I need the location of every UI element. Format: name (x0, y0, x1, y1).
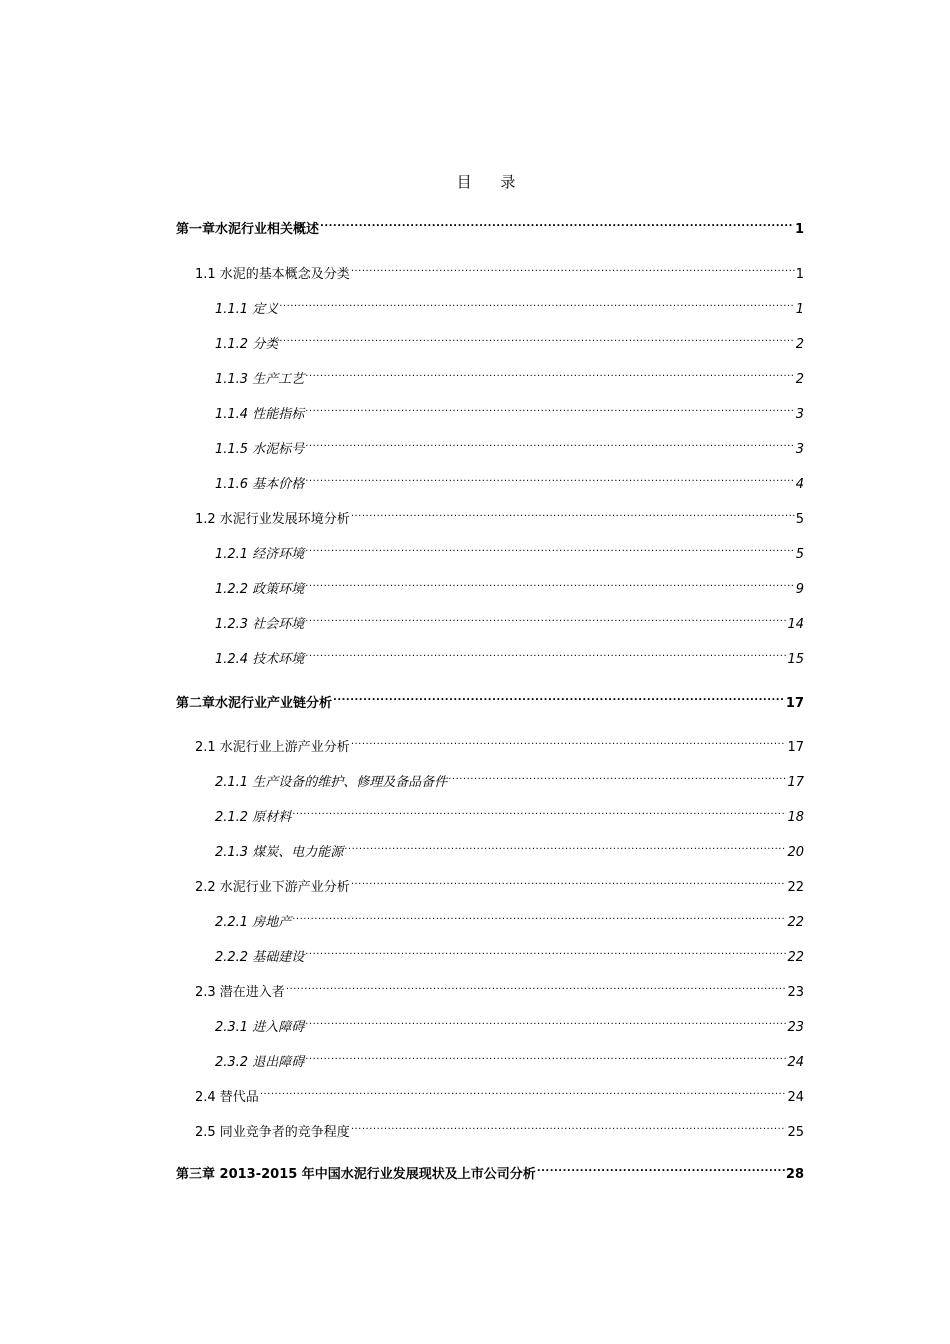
toc-entry-title: 1.1.4 性能指标 (215, 407, 305, 422)
toc-entry-title: 2.1.1 生产设备的维护、修理及备品备件 (215, 775, 448, 790)
toc-entry[interactable] (215, 538, 804, 562)
toc-entry[interactable] (215, 468, 804, 492)
toc-dot-leader (305, 433, 795, 453)
toc-dot-leader (448, 766, 786, 786)
toc-entry-page-number: 14 (787, 617, 804, 632)
toc-entry-title: 2.4 替代品 (195, 1090, 259, 1105)
toc-entry-page-number: 22 (787, 915, 804, 930)
toc-entry-title: 1.2.3 社会环境 (215, 617, 305, 632)
toc-entry[interactable] (215, 766, 804, 790)
toc-entry-page-number: 22 (787, 880, 804, 895)
toc-entry-page-number: 18 (787, 810, 804, 825)
toc-dot-leader (305, 398, 795, 418)
toc-dot-leader (305, 608, 786, 628)
toc-entry-title: 第三章 2013-2015 年中国水泥行业发展现状及上市公司分析 (176, 1167, 536, 1182)
toc-entry[interactable] (195, 871, 804, 895)
toc-dot-leader (305, 538, 795, 558)
toc-dot-leader (537, 1158, 785, 1178)
toc-dot-leader (305, 941, 786, 961)
toc-entry-page-number: 1 (794, 222, 804, 237)
toc-entry-title: 2.2.2 基础建设 (215, 950, 305, 965)
toc-entry-title: 1.2.1 经济环境 (215, 547, 305, 562)
toc-dot-leader (351, 503, 795, 523)
toc-entry-page-number: 24 (787, 1055, 804, 1070)
toc-dot-leader (292, 906, 786, 926)
toc-entry[interactable] (215, 941, 804, 965)
toc-entry[interactable] (195, 731, 804, 755)
toc-dot-leader (305, 363, 795, 383)
toc-dot-leader (351, 871, 787, 891)
toc-entry-page-number: 20 (787, 845, 804, 860)
toc-entry[interactable] (215, 608, 804, 632)
toc-entry[interactable] (215, 1011, 804, 1035)
toc-entry-page-number: 28 (785, 1167, 804, 1182)
toc-entry-title: 1.1.1 定义 (215, 302, 279, 317)
toc-entry[interactable] (195, 1081, 804, 1105)
toc-entry[interactable] (215, 836, 804, 860)
toc-entry-page-number: 17 (787, 740, 804, 755)
toc-entry-title: 1.2.2 政策环境 (215, 582, 305, 597)
toc-entry-page-number: 23 (787, 985, 804, 1000)
toc-dot-leader (305, 468, 795, 488)
toc-entry[interactable] (215, 643, 804, 667)
toc-dot-leader (305, 643, 786, 663)
toc-entry[interactable] (195, 976, 804, 1000)
toc-entry-page-number: 23 (787, 1020, 804, 1035)
toc-dot-leader (351, 731, 787, 751)
toc-dot-leader (260, 1081, 787, 1101)
toc-dot-leader (305, 1011, 786, 1031)
toc-entry[interactable] (176, 1158, 804, 1182)
toc-dot-leader (286, 976, 787, 996)
toc-entry[interactable] (215, 293, 804, 317)
toc-dot-leader (351, 1116, 787, 1136)
toc-entry[interactable] (215, 363, 804, 387)
toc-dot-leader (305, 1046, 786, 1066)
toc-entry[interactable] (195, 503, 804, 527)
toc-entry[interactable] (195, 1116, 804, 1140)
toc-entry-page-number: 3 (795, 407, 804, 422)
toc-entry[interactable] (215, 1046, 804, 1070)
toc-entry-title: 第二章水泥行业产业链分析 (176, 696, 333, 711)
toc-entry[interactable] (215, 398, 804, 422)
toc-dot-leader (305, 573, 795, 593)
toc-entry-page-number: 5 (795, 547, 804, 562)
toc-entry-page-number: 25 (787, 1125, 804, 1140)
toc-entry-page-number: 5 (795, 512, 804, 527)
toc-entry-title: 2.1.2 原材料 (215, 810, 292, 825)
toc-title: 目 录 (456, 173, 528, 191)
toc-dot-leader (279, 293, 795, 313)
toc-entry[interactable] (176, 213, 804, 237)
toc-entry-title: 2.3 潜在进入者 (195, 985, 285, 1000)
toc-entry-title: 2.5 同业竞争者的竞争程度 (195, 1125, 350, 1140)
toc-entry-title: 2.1 水泥行业上游产业分析 (195, 740, 350, 755)
toc-dot-leader (351, 258, 795, 278)
toc-entry-page-number: 9 (795, 582, 804, 597)
toc-entry-page-number: 22 (787, 950, 804, 965)
toc-entry-page-number: 15 (787, 652, 804, 667)
toc-entry-title: 1.1 水泥的基本概念及分类 (195, 267, 350, 282)
toc-entry-title: 1.2 水泥行业发展环境分析 (195, 512, 350, 527)
toc-entry[interactable] (215, 906, 804, 930)
toc-dot-leader (279, 328, 795, 348)
toc-entry-title: 1.1.3 生产工艺 (215, 372, 305, 387)
toc-entry-title: 1.1.2 分类 (215, 337, 279, 352)
toc-entry-page-number: 4 (795, 477, 804, 492)
toc-entry-page-number: 1 (795, 302, 804, 317)
toc-entry[interactable] (215, 573, 804, 597)
toc-entry-page-number: 3 (795, 442, 804, 457)
toc-entry[interactable] (176, 687, 804, 711)
toc-dot-leader (344, 836, 786, 856)
toc-entry-title: 1.1.5 水泥标号 (215, 442, 305, 457)
toc-entry-page-number: 17 (787, 775, 804, 790)
toc-entry[interactable] (215, 328, 804, 352)
toc-entry-title: 1.2.4 技术环境 (215, 652, 305, 667)
toc-entry-page-number: 24 (787, 1090, 804, 1105)
toc-dot-leader (320, 213, 794, 233)
toc-entry-title: 2.2 水泥行业下游产业分析 (195, 880, 350, 895)
toc-entry-title: 2.3.1 进入障碍 (215, 1020, 305, 1035)
toc-dot-leader (333, 687, 785, 707)
toc-dot-leader (292, 801, 786, 821)
toc-entry-page-number: 2 (795, 337, 804, 352)
toc-entry-title: 2.2.1 房地产 (215, 915, 292, 930)
toc-entry-page-number: 17 (785, 696, 804, 711)
toc-entry-page-number: 2 (795, 372, 804, 387)
toc-entry[interactable] (195, 258, 804, 282)
toc-entry-title: 第一章水泥行业相关概述 (176, 222, 320, 237)
toc-entry-title: 1.1.6 基本价格 (215, 477, 305, 492)
toc-entry[interactable] (215, 801, 804, 825)
toc-entry[interactable] (215, 433, 804, 457)
toc-entry-title: 2.1.3 煤炭、电力能源 (215, 845, 344, 860)
toc-entry-title: 2.3.2 退出障碍 (215, 1055, 305, 1070)
toc-entry-page-number: 1 (795, 267, 804, 282)
